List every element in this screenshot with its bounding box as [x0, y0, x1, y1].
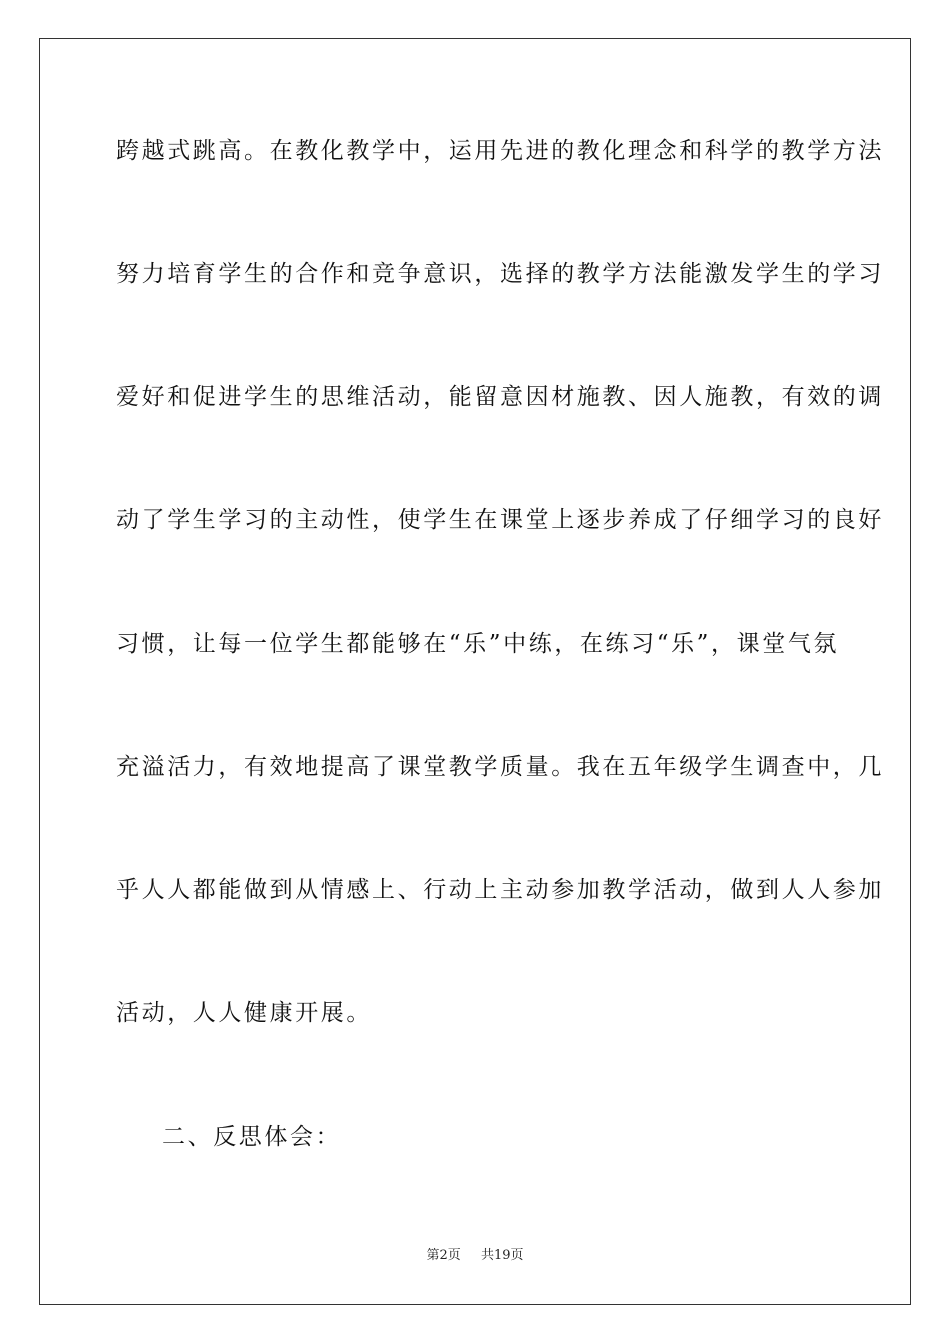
- section-heading: 二、反思体会：: [162, 1124, 342, 1150]
- paragraph-line: 动了学生学习的主动性，使学生在课堂上逐步养成了仔细学习的良好: [116, 507, 884, 533]
- paragraph-line: 充溢活力，有效地提高了课堂教学质量。我在五年级学生调查中，几: [116, 754, 884, 780]
- paragraph-line: 爱好和促进学生的思维活动，能留意因材施教、因人施教，有效的调: [116, 384, 884, 410]
- page-footer: [0, 1247, 950, 1265]
- page-number: 第2页: [426, 1248, 461, 1263]
- paragraph-line: 乎人人都能做到从情感上、行动上主动参加教学活动，做到人人参加: [116, 877, 884, 903]
- paragraph-line: 活动，人人健康开展。: [116, 1000, 372, 1026]
- page-border: [39, 38, 911, 1305]
- paragraph-line: 努力培育学生的合作和竞争意识，选择的教学方法能激发学生的学习: [116, 261, 884, 287]
- page-total: 共19页: [480, 1248, 524, 1263]
- paragraph-line: 习惯，让每一位学生都能够在“乐”中练，在练习“乐”，课堂气氛: [116, 631, 840, 657]
- paragraph-line: 跨越式跳高。在教化教学中，运用先进的教化理念和科学的教学方法: [116, 138, 884, 164]
